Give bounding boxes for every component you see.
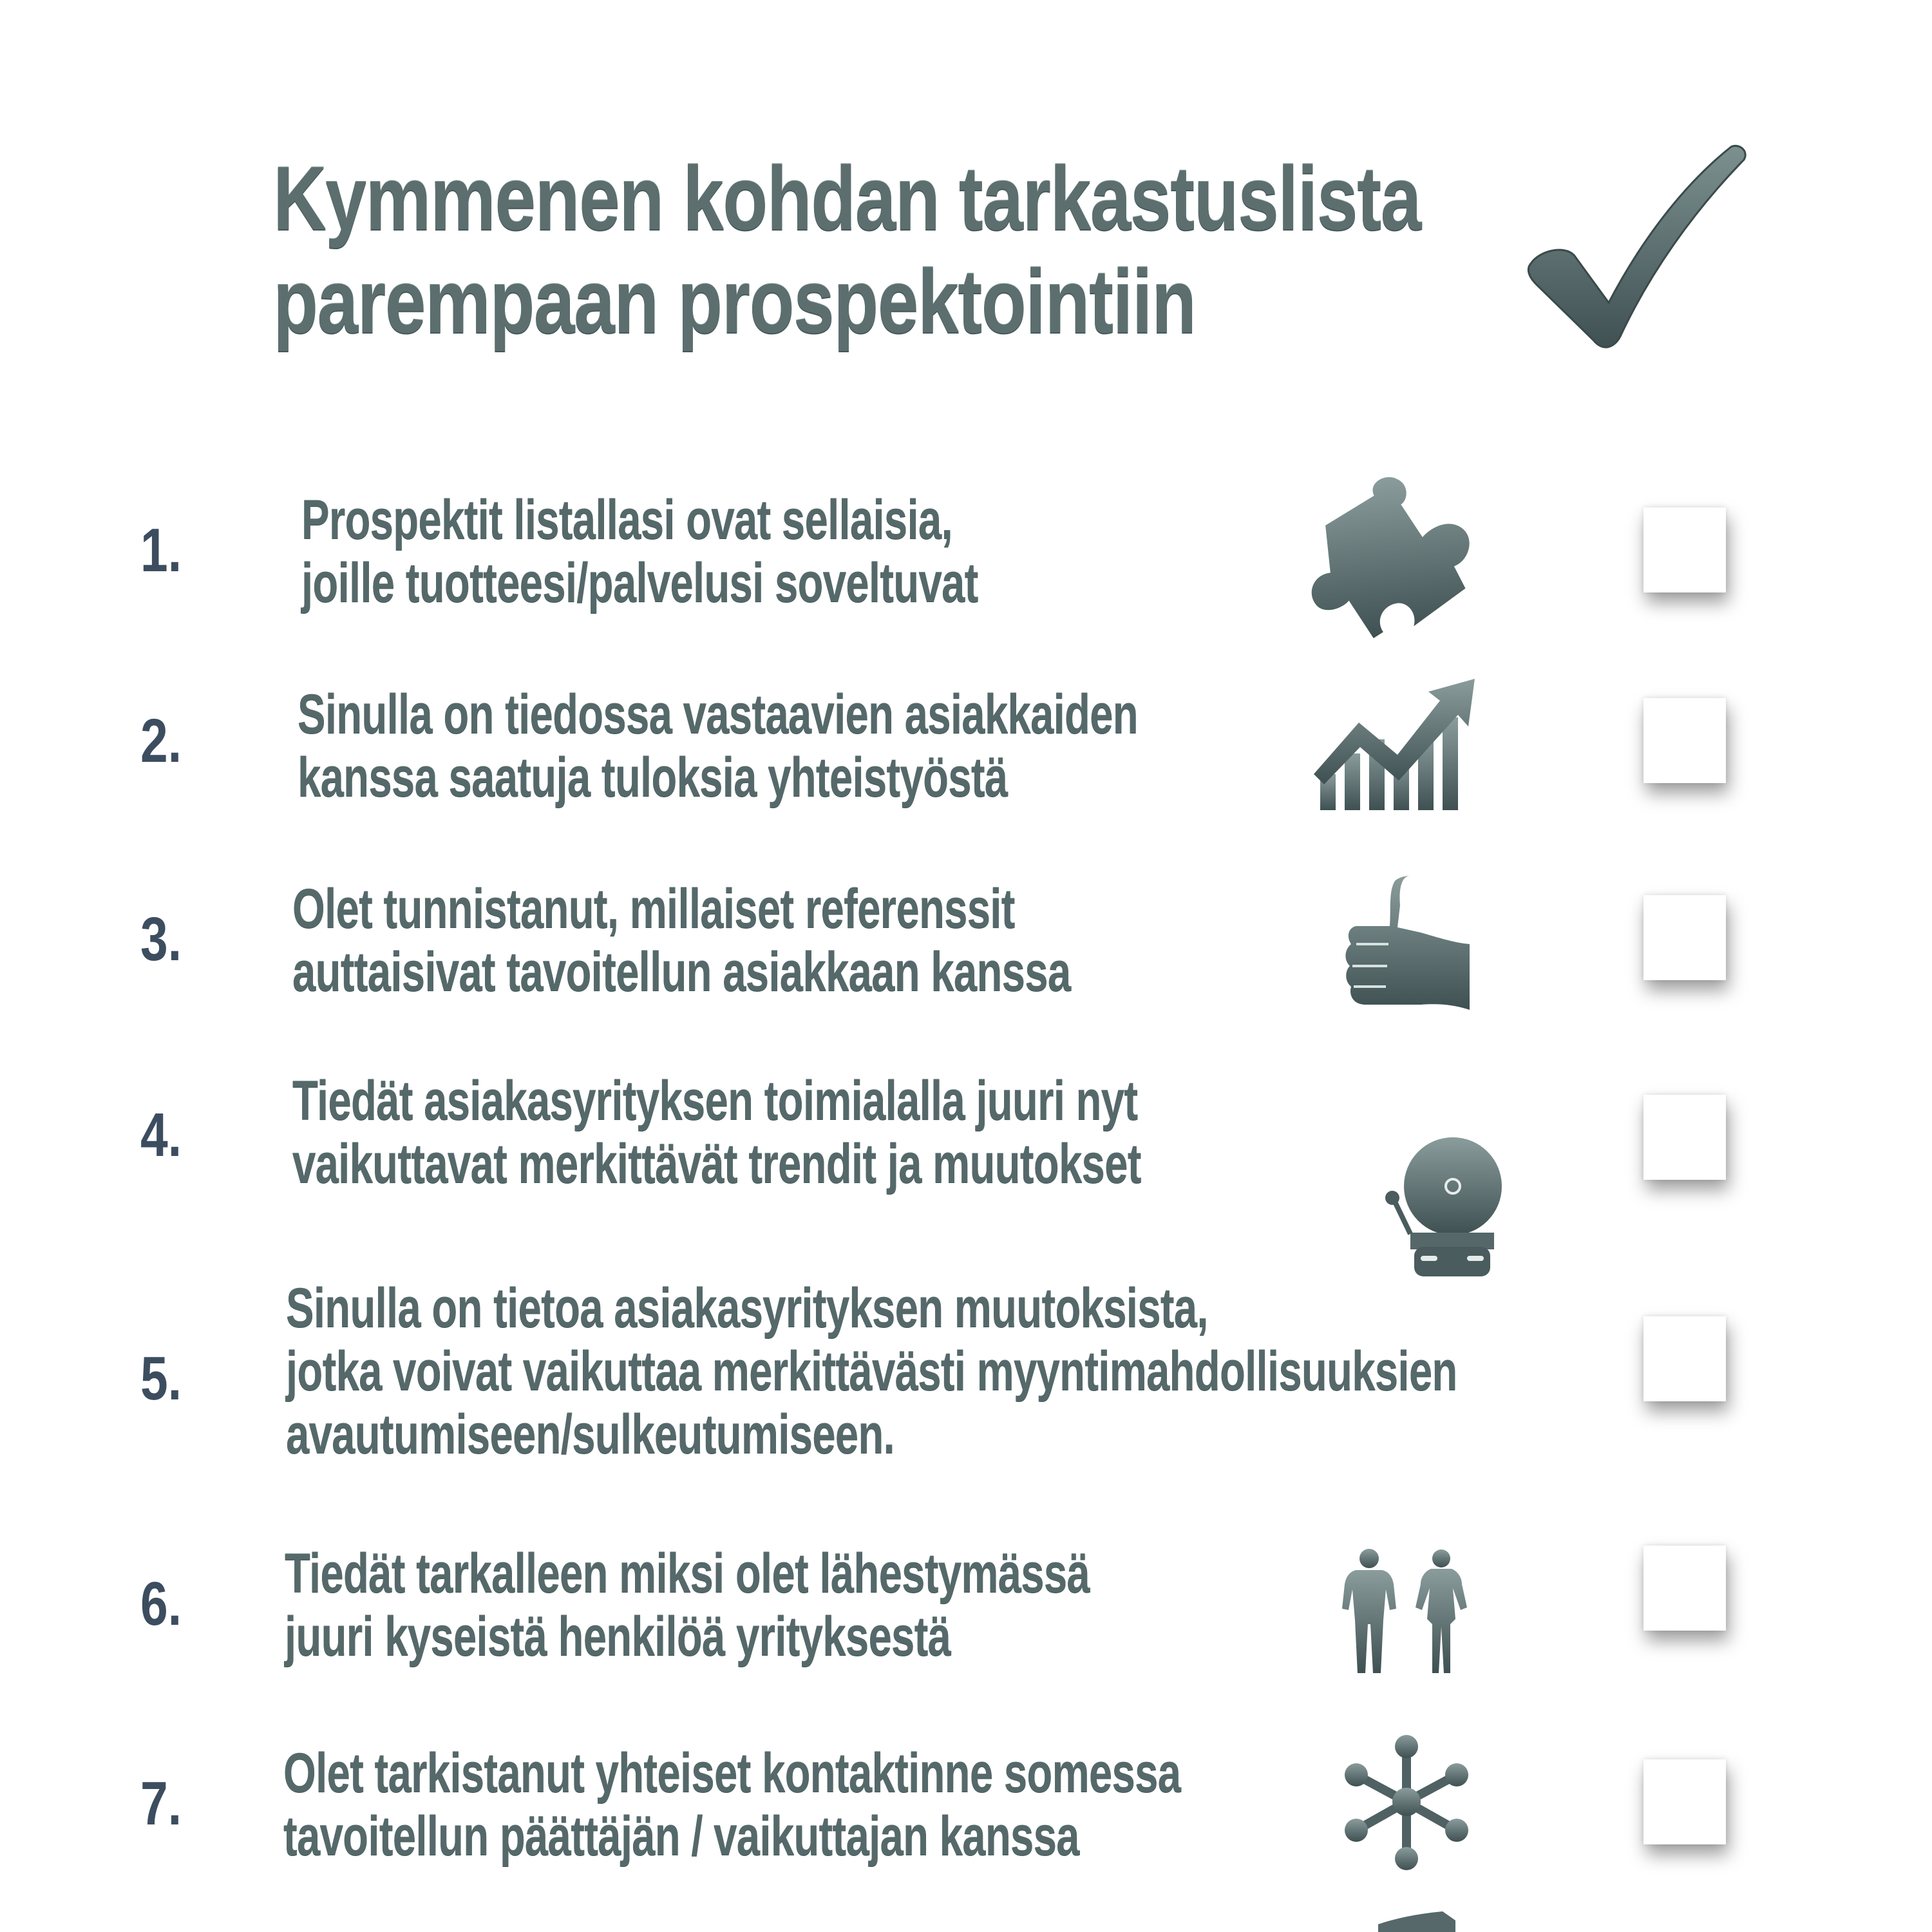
item-number-4: 4. [140, 1101, 182, 1170]
item-text-6 [285, 1542, 1361, 1668]
item-5-line-2: jotka voivat vaikuttaa merkittävästi myyntimahdollisuuksien [286, 1340, 1457, 1402]
item-number-6: 6. [140, 1569, 182, 1638]
title-line-1: Kymmenen kohdan tarkastuslista [273, 147, 1421, 249]
growth-chart-icon [1314, 677, 1482, 810]
item-2-line-2: kanssa saatuja tuloksia yhteistyöstä [298, 746, 1008, 808]
network-icon [1343, 1735, 1470, 1870]
item-6-line-1: Tiedät tarkalleen miksi olet lähestymässä [285, 1542, 1090, 1604]
item-number-1: 1. [140, 516, 182, 585]
item-4-line-1: Tiedät asiakasyrityksen toimialalla juuri nyt [292, 1070, 1138, 1132]
checkbox-6[interactable] [1643, 1546, 1726, 1631]
item-text-3 [292, 877, 1369, 1003]
checkbox-7[interactable] [1643, 1759, 1726, 1844]
item-number-2: 2. [140, 706, 182, 775]
checkbox-3[interactable] [1643, 895, 1726, 980]
checkbox-4[interactable] [1643, 1095, 1726, 1180]
item-6-line-2: juuri kyseistä henkilöä yrityksestä [285, 1605, 951, 1667]
item-number-7: 7. [140, 1769, 182, 1838]
item-text-1 [301, 488, 1378, 614]
item-5-line-1: Sinulla on tietoa asiakasyrityksen muutoksista, [286, 1277, 1208, 1339]
item-5-line-3: avautumiseen/sulkeutumiseen. [286, 1403, 895, 1465]
people-icon [1342, 1548, 1471, 1674]
item-7-line-2: tavoitellun päättäjän / vaikuttajan kanssa [283, 1805, 1079, 1867]
page-title [273, 147, 1421, 353]
title-line-2: parempaan prospektointiin [273, 251, 1196, 352]
partial-icon [1378, 1911, 1455, 1932]
item-number-3: 3. [140, 905, 182, 974]
item-number-5: 5. [140, 1344, 182, 1413]
item-3-line-2: auttaisivat tavoitellun asiakkaan kanssa [292, 941, 1071, 1003]
item-7-line-1: Olet tarkistanut yhteiset kontaktinne somessa [283, 1742, 1181, 1804]
item-text-4 [292, 1069, 1369, 1195]
item-text-5 [286, 1276, 1457, 1466]
item-1-line-2: joille tuotteesi/palvelusi soveltuvat [301, 552, 978, 614]
checkbox-2[interactable] [1643, 698, 1726, 783]
checkbox-5[interactable] [1643, 1316, 1726, 1401]
item-2-line-1: Sinulla on tiedossa vastaavien asiakkaiden [298, 683, 1138, 745]
checkbox-1[interactable] [1643, 507, 1726, 592]
thumbs-up-icon [1343, 876, 1472, 1011]
item-1-line-1: Prospektit listallasi ovat sellaisia, [301, 489, 952, 551]
checkmark-icon [1526, 142, 1752, 354]
item-3-line-1: Olet tunnistanut, millaiset referenssit [292, 878, 1015, 940]
item-text-7 [283, 1741, 1360, 1868]
alarm-bell-icon [1385, 1137, 1504, 1279]
item-text-2 [298, 683, 1374, 809]
puzzle-piece-icon [1303, 475, 1497, 640]
item-4-line-2: vaikuttavat merkittävät trendit ja muutokset [292, 1133, 1141, 1195]
